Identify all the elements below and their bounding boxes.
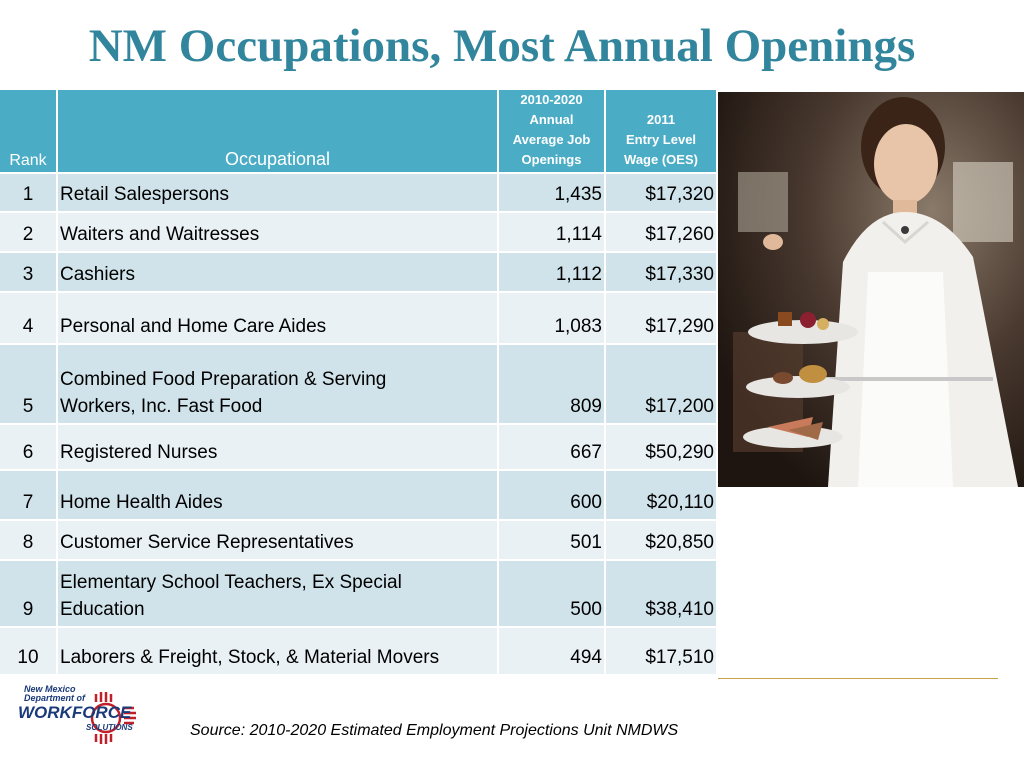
occupation-name-line: Elementary School Teachers, Ex Special — [60, 572, 402, 593]
nm-workforce-solutions-logo — [14, 682, 164, 764]
waitress-photo-illustration — [718, 92, 1024, 487]
openings-cell: 667 — [498, 424, 605, 470]
wage-header — [605, 90, 717, 173]
table-row — [0, 292, 717, 344]
wage-cell: $17,260 — [605, 212, 717, 252]
occupation-name-line: Registered Nurses — [60, 442, 218, 463]
wage-cell: $20,850 — [605, 520, 717, 560]
wage-header-line: Wage (OES) — [624, 152, 698, 167]
openings-cell: 809 — [498, 344, 605, 424]
table-row — [0, 252, 717, 292]
occupation-name-line: Combined Food Preparation & Serving — [60, 369, 387, 390]
occupation-name-line: Customer Service Representatives — [60, 532, 354, 553]
occupation-cell — [57, 560, 498, 627]
occupation-name-line: Education — [60, 599, 145, 620]
rank-cell: 9 — [0, 560, 57, 627]
wage-cell: $17,200 — [605, 344, 717, 424]
openings-cell: 500 — [498, 560, 605, 627]
openings-header-line: Annual — [529, 112, 574, 127]
logo-line4: SOLUTIONS — [86, 723, 133, 732]
occupation-cell — [57, 520, 498, 560]
occupation-cell — [57, 252, 498, 292]
wage-cell: $20,110 — [605, 470, 717, 520]
table-body — [0, 173, 717, 675]
occupation-cell — [57, 424, 498, 470]
divider-line — [718, 678, 998, 679]
openings-cell: 1,083 — [498, 292, 605, 344]
occupation-name-line: Cashiers — [60, 264, 135, 285]
openings-cell: 501 — [498, 520, 605, 560]
table-row — [0, 173, 717, 212]
occupation-name-line: Personal and Home Care Aides — [60, 316, 327, 337]
table-row — [0, 212, 717, 252]
occupation-cell — [57, 173, 498, 212]
logo-line3: WORKFORCE — [18, 703, 132, 722]
openings-cell: 1,114 — [498, 212, 605, 252]
rank-cell: 2 — [0, 212, 57, 252]
occupation-name-line: Home Health Aides — [60, 492, 223, 513]
openings-header-line: Openings — [521, 152, 582, 167]
occupation-cell — [57, 344, 498, 424]
waitress-photo — [718, 92, 1024, 487]
table-row — [0, 424, 717, 470]
table-row — [0, 627, 717, 675]
table-header-row — [0, 90, 717, 173]
wage-header-line: Entry Level — [625, 132, 697, 147]
openings-cell: 600 — [498, 470, 605, 520]
occupation-name-line: Workers, Inc. Fast Food — [60, 396, 263, 417]
table-row — [0, 520, 717, 560]
wage-cell: $17,510 — [605, 627, 717, 675]
table-row — [0, 560, 717, 627]
occupation-cell — [57, 292, 498, 344]
occupational-header: Occupational — [57, 90, 498, 173]
logo-line1: New Mexico — [24, 684, 76, 694]
rank-cell: 8 — [0, 520, 57, 560]
slide-title: NM Occupations, Most Annual Openings — [88, 20, 916, 72]
table-row — [0, 470, 717, 520]
openings-cell: 1,435 — [498, 173, 605, 212]
occupations-table — [0, 90, 718, 676]
wage-cell: $38,410 — [605, 560, 717, 627]
openings-header-line: 2010-2020 — [520, 92, 583, 107]
logo-line2: Department of — [24, 693, 86, 703]
zia-sun-logo-icon — [14, 682, 164, 764]
rank-cell: 4 — [0, 292, 57, 344]
table-row — [0, 344, 717, 424]
rank-cell: 5 — [0, 344, 57, 424]
openings-header-line: Average Job — [512, 132, 591, 147]
occupation-cell — [57, 627, 498, 675]
wage-header-line: 2011 — [646, 112, 676, 127]
rank-cell: 10 — [0, 627, 57, 675]
occupation-name-line: Waiters and Waitresses — [60, 224, 260, 245]
openings-header — [498, 90, 605, 173]
openings-cell: 1,112 — [498, 252, 605, 292]
source-note: Source: 2010-2020 Estimated Employment Projections Unit NMDWS — [190, 722, 679, 739]
occupation-name-line: Laborers & Freight, Stock, & Material Movers — [60, 647, 440, 668]
occupation-cell — [57, 470, 498, 520]
openings-cell: 494 — [498, 627, 605, 675]
wage-cell: $50,290 — [605, 424, 717, 470]
occupation-name-line: Retail Salespersons — [60, 184, 229, 205]
occupation-cell — [57, 212, 498, 252]
rank-cell: 1 — [0, 173, 57, 212]
rank-cell: 6 — [0, 424, 57, 470]
rank-cell: 3 — [0, 252, 57, 292]
rank-header: Rank — [0, 90, 57, 173]
wage-cell: $17,290 — [605, 292, 717, 344]
rank-cell: 7 — [0, 470, 57, 520]
wage-cell: $17,320 — [605, 173, 717, 212]
wage-cell: $17,330 — [605, 252, 717, 292]
